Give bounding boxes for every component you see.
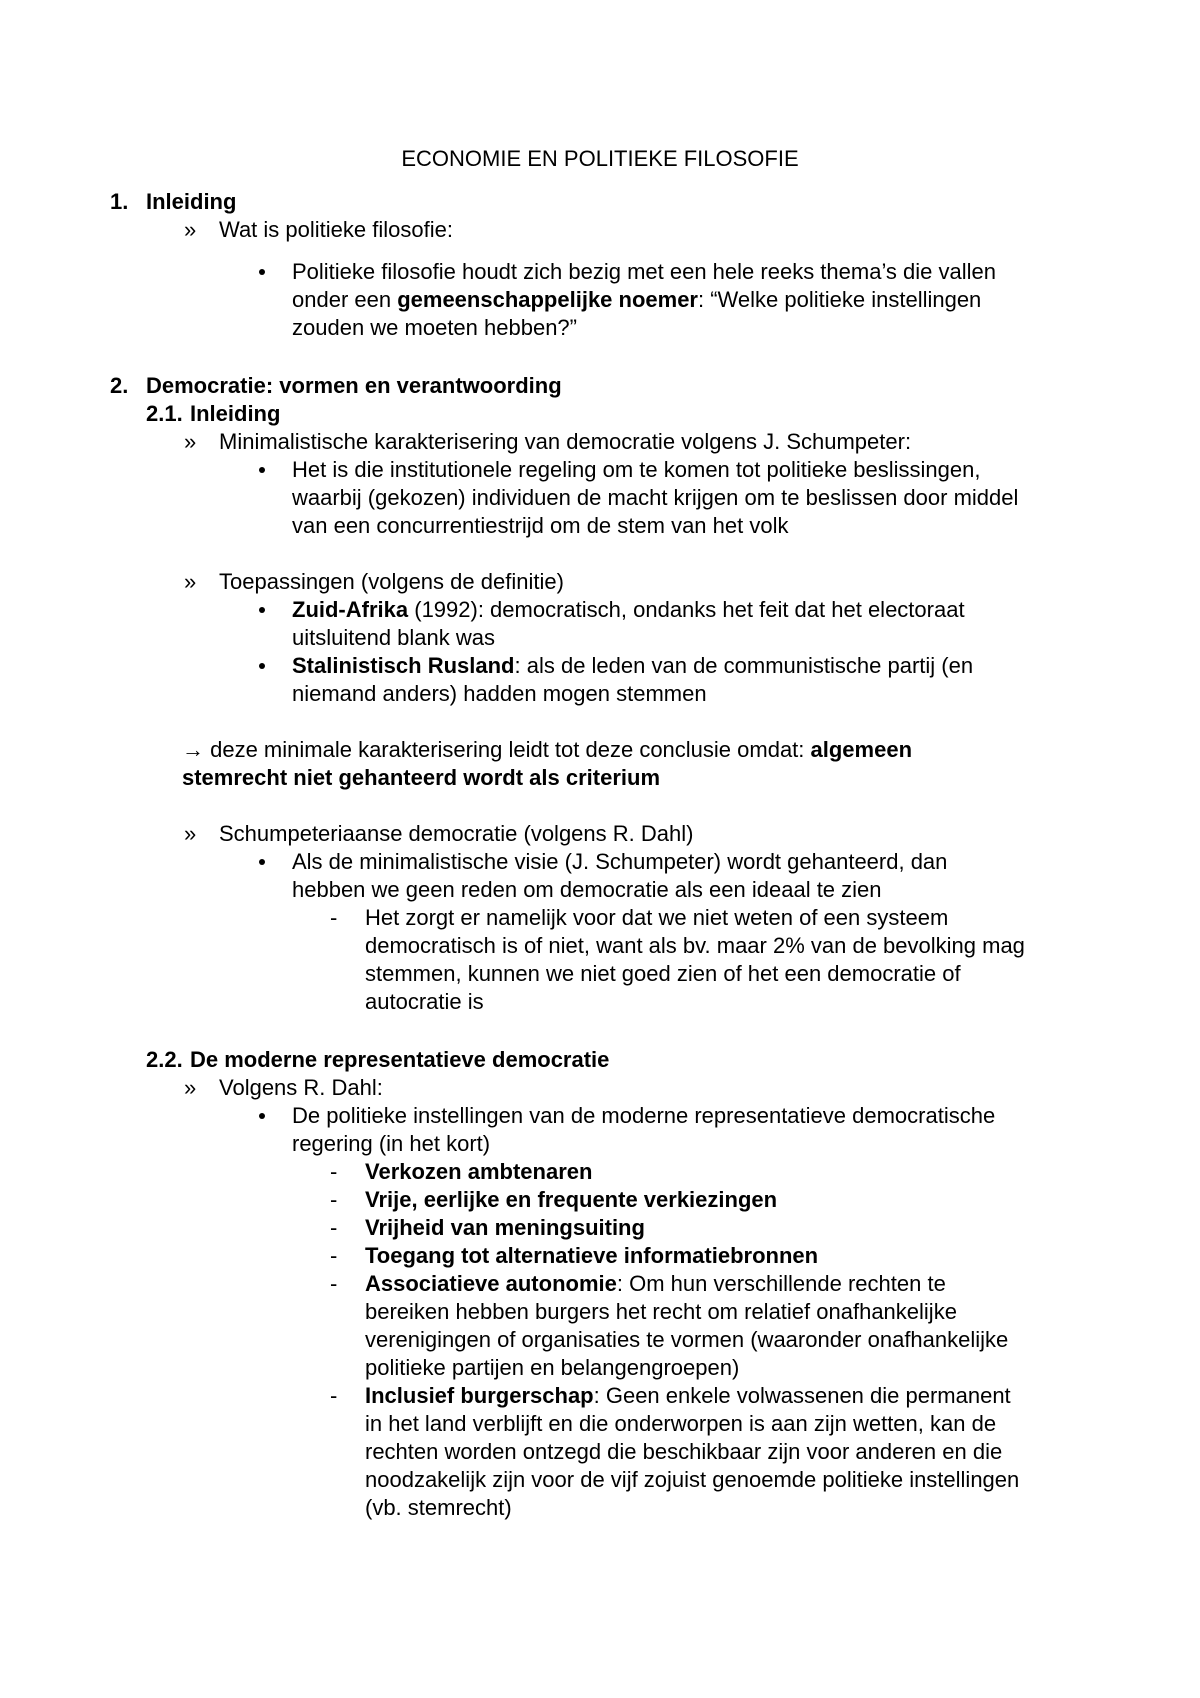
dash-marker: - [330, 1187, 338, 1212]
subsection-2-1-number: 2.1. [146, 401, 183, 426]
bullet-icon [259, 467, 265, 473]
list-item: Verkozen ambtenaren [365, 1159, 593, 1184]
section-1-heading: Inleiding [146, 189, 237, 214]
list-item-line: zouden we moeten hebben?” [292, 315, 577, 340]
list-item-line: regering (in het kort) [292, 1131, 491, 1156]
list-item-line: onder een gemeenschappelijke noemer: “Welke politieke instellingen [292, 287, 982, 312]
list-item: Volgens R. Dahl: [219, 1075, 383, 1100]
list-item-line: van een concurrentiestrijd om de stem van het volk [292, 513, 789, 538]
raquo-marker: » [184, 1075, 197, 1100]
dash-marker: - [330, 1383, 338, 1408]
raquo-marker: » [184, 217, 197, 242]
dash-marker: - [330, 1243, 338, 1268]
list-item-line: waarbij (gekozen) individuen de macht krijgen om te beslissen door middel [292, 485, 1019, 510]
list-item-line: verenigingen of organisaties te vormen (waaronder onafhankelijke [365, 1327, 1009, 1352]
subsection-2-1-heading: Inleiding [190, 401, 281, 426]
bullet-icon [259, 859, 265, 865]
arrow-right-icon: → [182, 737, 204, 762]
list-item: Het is die institutionele regeling om te komen tot politieke beslissingen, [292, 457, 981, 482]
list-item-line: niemand anders) hadden mogen stemmen [292, 681, 707, 706]
section-2-heading: Democratie: vormen en verantwoording [146, 373, 562, 398]
list-item-line: (vb. stemrecht) [365, 1495, 512, 1520]
list-item: Wat is politieke filosofie: [219, 217, 453, 242]
dash-marker: - [330, 1215, 338, 1240]
raquo-marker: » [184, 569, 197, 594]
list-item: Vrijheid van meningsuiting [365, 1215, 645, 1240]
list-item-line: autocratie is [365, 989, 484, 1014]
list-item: Minimalistische karakterisering van democratie volgens J. Schumpeter: [219, 429, 912, 454]
document-title: ECONOMIE EN POLITIEKE FILOSOFIE [401, 146, 799, 171]
list-item: Stalinistisch Rusland: als de leden van de communistische partij (en [292, 653, 974, 678]
section-2-number: 2. [110, 373, 129, 398]
dash-marker: - [330, 1271, 338, 1296]
list-item-line: noodzakelijk zijn voor de vijf zojuist genoemde politieke instellingen [365, 1467, 1020, 1492]
list-item: Schumpeteriaanse democratie (volgens R. Dahl) [219, 821, 694, 846]
list-item: Inclusief burgerschap: Geen enkele volwassenen die permanent [365, 1383, 1011, 1408]
list-item-line: democratisch is of niet, want als bv. maar 2% van de bevolking mag [365, 933, 1025, 958]
conclusion-line: → deze minimale karakterisering leidt tot deze conclusie omdat: algemeen [182, 737, 913, 762]
list-item: Toegang tot alternatieve informatiebronnen [365, 1243, 819, 1268]
section-1-number: 1. [110, 189, 129, 214]
list-item: Toepassingen (volgens de definitie) [219, 569, 564, 594]
list-item-line: politieke partijen en belangengroepen) [365, 1355, 740, 1380]
list-item-line: bereiken hebben burgers het recht om relatief onafhankelijke [365, 1299, 957, 1324]
subsection-2-2-number: 2.2. [146, 1047, 183, 1072]
list-item: De politieke instellingen van de moderne representatieve democratische [292, 1103, 996, 1128]
raquo-marker: » [184, 821, 197, 846]
list-item-line: rechten worden ontzegd die beschikbaar zijn voor anderen en die [365, 1439, 1003, 1464]
list-item: Zuid-Afrika (1992): democratisch, ondanks het feit dat het electoraat [292, 597, 965, 622]
list-item-line: uitsluitend blank was [292, 625, 496, 650]
bullet-icon [259, 269, 265, 275]
list-item: Als de minimalistische visie (J. Schumpeter) wordt gehanteerd, dan [292, 849, 948, 874]
list-item-line: hebben we geen reden om democratie als een ideaal te zien [292, 877, 882, 902]
list-item: Associatieve autonomie: Om hun verschillende rechten te [365, 1271, 946, 1296]
dash-marker: - [330, 905, 338, 930]
raquo-marker: » [184, 429, 197, 454]
bullet-icon [259, 1113, 265, 1119]
conclusion-line: stemrecht niet gehanteerd wordt als criterium [182, 765, 661, 790]
list-item: Vrije, eerlijke en frequente verkiezingen [365, 1187, 778, 1212]
list-item: Het zorgt er namelijk voor dat we niet weten of een systeem [365, 905, 949, 930]
bullet-icon [259, 663, 265, 669]
bullet-icon [259, 607, 265, 613]
list-item-line: stemmen, kunnen we niet goed zien of het een democratie of [365, 961, 961, 986]
subsection-2-2-heading: De moderne representatieve democratie [190, 1047, 610, 1072]
list-item-line: in het land verblijft en die onderworpen is aan zijn wetten, kan de [365, 1411, 997, 1436]
list-item: Politieke filosofie houdt zich bezig met een hele reeks thema’s die vallen [292, 259, 996, 284]
dash-marker: - [330, 1159, 338, 1184]
